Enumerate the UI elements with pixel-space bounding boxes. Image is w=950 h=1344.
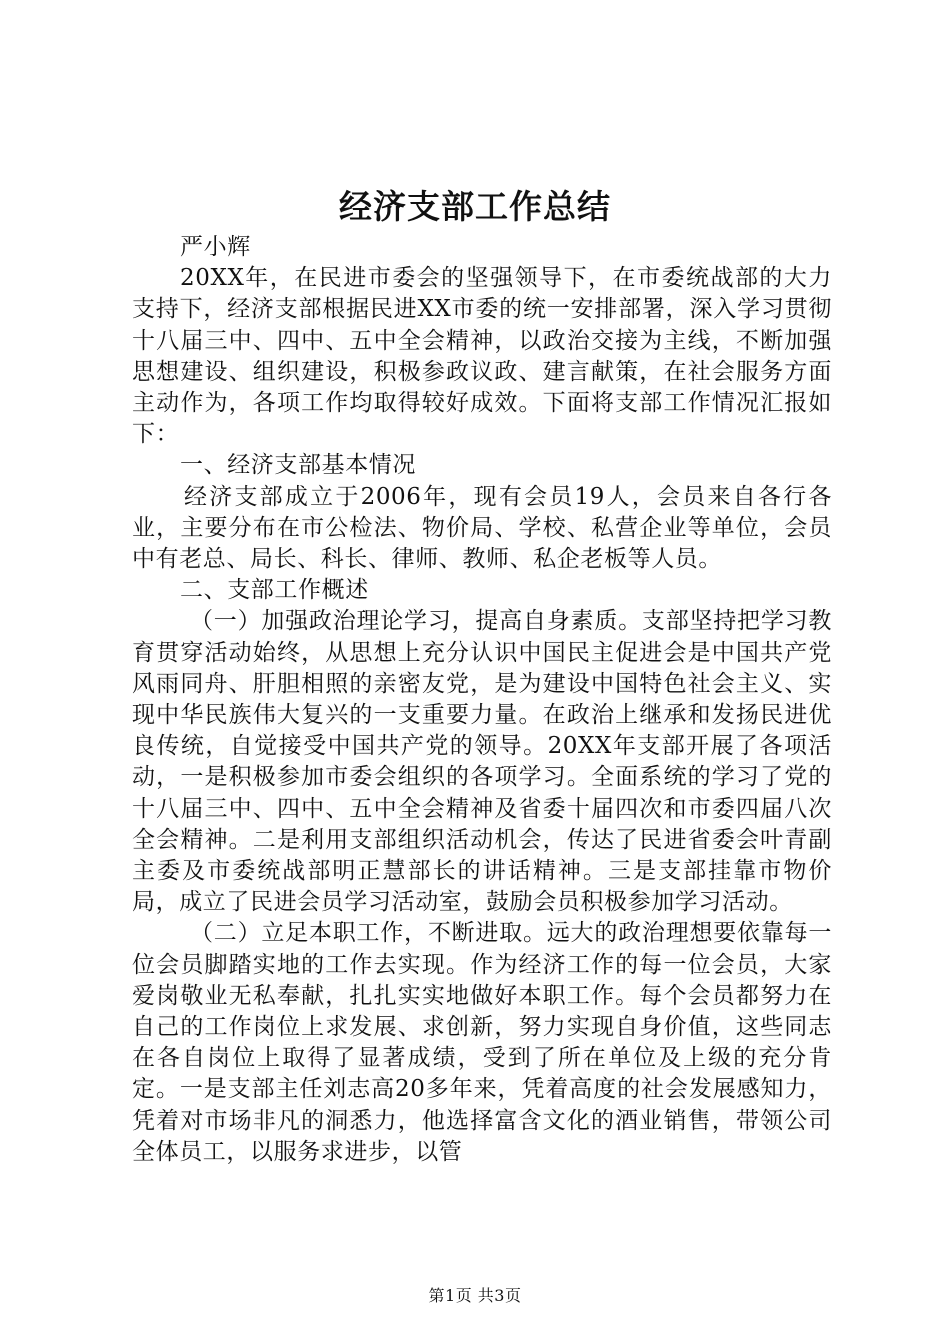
page-footer: 第1页 共3页 [428, 1286, 522, 1305]
document-title: 经济支部工作总结 [339, 187, 611, 226]
paragraph-intro: 20XX年，在民进市委会的坚强领导下，在市委统战部的大力支持下，经济支部根据民进XX市委的统一安排部署，深入学习贯彻十八届三中、四中、五中全会精神，以政治交接为主线，不断加强思想建设、组织建设，积极参政议政、建言献策，在社会服务方面主动作为，各项工作均取得较好成效。下面将支部工作情况汇报如下： [132, 265, 832, 448]
paragraph-basic-info: 经济支部成立于2006年，现有会员19人，会员来自各行各业，主要分布在市公检法、物价局、学校、私营企业等单位，会员中有老总、局长、科长、律师、教师、私企老板等人员。 [132, 483, 832, 573]
author-name: 严小辉 [180, 234, 251, 260]
paragraph-political-study: （一）加强政治理论学习，提高自身素质。支部坚持把学习教育贯穿活动始终，从思想上充分认识中国民主促进会是中国共产党风雨同舟、肝胆相照的亲密友党，是为建设中国特色社会主义、实现中华民族伟大复兴的一支重要力量。在政治上继承和发扬民进优良传统，自觉接受中国共产党的领导。20XX年支部开展了各项活动，一是积极参加市委会组织的各项学习。全面系统的学习了党的十八届三中、四中、五中全会精神及省委十届四次和市委四届八次全会精神。二是利用支部组织活动机会，传达了民进省委会叶青副主委及市委统战部明正慧部长的讲话精神。三是支部挂靠市物价局，成立了民进会员学习活动室，鼓励会员积极参加学习活动。 [132, 608, 832, 916]
section-heading-1: 一、经济支部基本情况 [180, 452, 416, 479]
section-heading-2: 二、支部工作概述 [180, 577, 369, 604]
paragraph-work: （二）立足本职工作，不断进取。远大的政治理想要依靠每一位会员脚踏实地的工作去实现。作为经济工作的每一位会员，大家爱岗敬业无私奉献，扎扎实实地做好本职工作。每个会员都努力在自己的工作岗位上求发展、求创新，努力实现自身价值，这些同志在各自岗位上取得了显著成绩，受到了所在单位及上级的充分肯定。一是支部主任刘志高20多年来，凭着高度的社会发展感知力，凭着对市场非凡的洞悉力，他选择富含文化的酒业销售，带领公司全体员工，以服务求进步，以管 [132, 920, 832, 1165]
document-body [132, 232, 832, 1168]
